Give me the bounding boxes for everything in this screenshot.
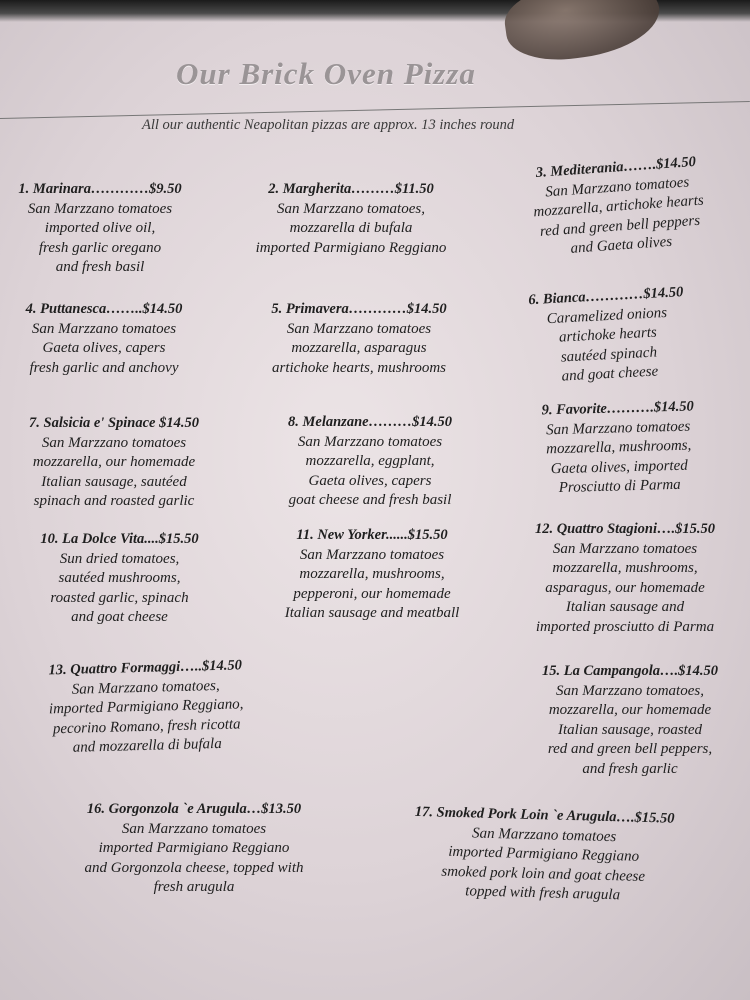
menu-item-title: 12. Quattro Stagioni….$15.50 — [534, 521, 716, 537]
menu-item-description: Italian sausage and — [565, 599, 685, 615]
menu-item-title: 10. La Dolce Vita....$15.50 — [40, 531, 199, 547]
menu-item-description: smoked pork loin and goat cheese — [441, 863, 646, 885]
menu-item-description: red and green bell peppers — [539, 212, 701, 240]
menu-item-title: 17. Smoked Pork Loin `e Arugula….$15.50 — [414, 803, 675, 827]
menu-item-description: fresh garlic oregano — [38, 239, 162, 256]
menu-item-description: imported olive oil, — [44, 220, 156, 236]
menu-item-title: 3. Mediterania…….$14.50 — [535, 153, 697, 182]
menu-item-description: mozzarella, mushrooms, — [299, 566, 445, 582]
menu-item-la-dolce-vita — [22, 530, 217, 628]
menu-item-description: mozzarella di bufala — [289, 220, 413, 236]
menu-item-title: 2. Margherita………$11.50 — [268, 181, 434, 197]
menu-item-description: artichoke hearts, mushrooms — [271, 359, 447, 376]
menu-item-description: San Marzzano tomatoes, — [277, 200, 425, 217]
menu-item-description: Italian sausage and meatball — [284, 605, 460, 621]
menu-item-description: imported Parmigiano Reggiano, — [48, 696, 244, 718]
menu-item-description: San Marzzano tomatoes — [299, 546, 445, 563]
menu-item-description: San Marzzano tomatoes — [544, 173, 690, 200]
menu-item-title: 13. Quattro Formaggi…..$14.50 — [48, 657, 243, 679]
menu-item-description: fresh garlic and anchovy — [29, 359, 179, 376]
menu-item-description: and goat cheese — [561, 363, 659, 385]
menu-item-description: Gaeta olives, imported — [550, 457, 688, 477]
menu-item-favorite — [520, 397, 717, 500]
menu-item-description: San Marzzano tomatoes — [552, 540, 698, 557]
menu-item-description: roasted garlic, spinach — [50, 589, 189, 606]
menu-item-description: pecorino Romano, fresh ricotta — [52, 715, 241, 737]
menu-item-description: San Marzzano tomatoes — [121, 820, 267, 837]
menu-item-gorgonzola-arugula — [68, 800, 320, 898]
menu-item-title: 5. Primavera…………$14.50 — [271, 301, 447, 317]
menu-item-description: Gaeta olives, capers — [42, 340, 166, 356]
menu-item-quattro-stagioni — [505, 520, 745, 637]
menu-item-description: imported Parmigiano Reggiano — [98, 840, 290, 856]
menu-item-description: and Gorgonzola cheese, topped with — [84, 859, 304, 876]
menu-item-title: 16. Gorgonzola `e Arugula…$13.50 — [86, 801, 302, 817]
menu-item-description: Italian sausage, sautéed — [41, 473, 187, 490]
menu-item-description: sautéed mushrooms, — [58, 570, 181, 586]
menu-item-description: imported Parmigiano Reggiano — [255, 239, 447, 256]
menu-item-title: 9. Favorite……….$14.50 — [541, 398, 695, 419]
menu-item-description: San Marzzano tomatoes — [286, 320, 432, 337]
finger-photo-shadow — [501, 0, 665, 67]
menu-item-description: San Marzzano tomatoes — [471, 824, 617, 845]
menu-item-description: Sun dried tomatoes, — [59, 550, 180, 567]
menu-item-description: spinach and roasted garlic — [33, 493, 195, 509]
menu-item-description: red and green bell peppers, — [547, 741, 713, 757]
menu-item-description: mozzarella, artichoke hearts — [532, 192, 705, 221]
menu-item-description: artichoke hearts — [558, 324, 658, 346]
menu-item-title: 4. Puttanesca……..$14.50 — [25, 301, 183, 317]
menu-item-quattro-formaggi — [25, 656, 267, 760]
menu-item-title: 1. Marinara…………$9.50 — [18, 181, 182, 197]
menu-item-title: 8. Melanzane………$14.50 — [288, 414, 452, 430]
menu-item-title: 11. New Yorker......$15.50 — [296, 527, 448, 543]
menu-item-description: Caramelized onions — [546, 304, 668, 327]
menu-item-description: sautéed spinach — [560, 344, 658, 366]
menu-item-melanzane — [270, 413, 470, 511]
menu-item-la-campangola — [512, 662, 748, 779]
menu-item-description: San Marzzano tomatoes, — [71, 677, 220, 698]
menu-item-title: 7. Salsicia e' Spinace $14.50 — [29, 415, 199, 431]
menu-item-description: San Marzzano tomatoes — [545, 418, 691, 438]
menu-item-description: imported Parmigiano Reggiano — [448, 843, 640, 865]
menu-item-description: fresh arugula — [153, 879, 235, 895]
menu-item-description: Gaeta olives, capers — [308, 472, 432, 489]
menu-item-new-yorker — [270, 526, 474, 624]
menu-item-description: San Marzzano tomatoes — [31, 320, 177, 337]
menu-item-mediterania — [508, 151, 729, 263]
menu-item-description: San Marzzano tomatoes — [27, 200, 173, 217]
menu-item-description: mozzarella, asparagus — [291, 340, 427, 356]
menu-item-description: asparagus, our homemade — [545, 579, 705, 596]
menu-item-description: and mozzarella di bufala — [72, 735, 222, 756]
menu-item-bianca — [513, 282, 703, 389]
menu-item-description: and fresh basil — [55, 259, 145, 275]
menu-item-primavera — [250, 300, 468, 378]
menu-item-description: mozzarella, mushrooms, — [552, 560, 698, 576]
menu-item-description: imported prosciutto di Parma — [535, 618, 715, 635]
menu-item-margherita — [245, 180, 457, 258]
menu-item-description: Italian sausage, roasted — [557, 721, 703, 738]
menu-subtitle: All our authentic Neapolitan pizzas are approx. 13 inches round — [142, 117, 515, 133]
menu-item-description: and fresh garlic — [582, 760, 678, 777]
menu-item-description: Prosciutto di Parma — [558, 476, 681, 497]
menu-item-description: mozzarella, our homemade — [548, 702, 712, 718]
menu-item-description: mozzarella, our homemade — [32, 454, 196, 470]
menu-item-description: topped with fresh arugula — [465, 883, 621, 904]
menu-item-title: 15. La Campangola….$14.50 — [541, 663, 719, 679]
menu-item-marinara — [2, 180, 198, 278]
menu-item-description: goat cheese and fresh basil — [288, 492, 452, 508]
menu-item-salsicia-spinace — [8, 414, 220, 512]
menu-title: Our Brick Oven Pizza — [176, 56, 476, 91]
menu-item-smoked-pork-loin-arugula — [377, 802, 709, 908]
menu-item-description: pepperoni, our homemade — [293, 585, 451, 602]
menu-item-description: mozzarella, eggplant, — [305, 453, 435, 469]
menu-item-description: San Marzzano tomatoes — [297, 433, 443, 450]
menu-item-description: and Gaeta olives — [570, 233, 673, 257]
menu-item-description: mozzarella, mushrooms, — [545, 437, 692, 458]
menu-item-description: and goat cheese — [71, 609, 168, 625]
menu-item-puttanesca — [6, 300, 202, 378]
menu-item-description: San Marzzano tomatoes — [41, 434, 187, 451]
menu-item-description: San Marzzano tomatoes, — [556, 682, 704, 699]
menu-item-title: 6. Bianca…………$14.50 — [527, 284, 684, 309]
